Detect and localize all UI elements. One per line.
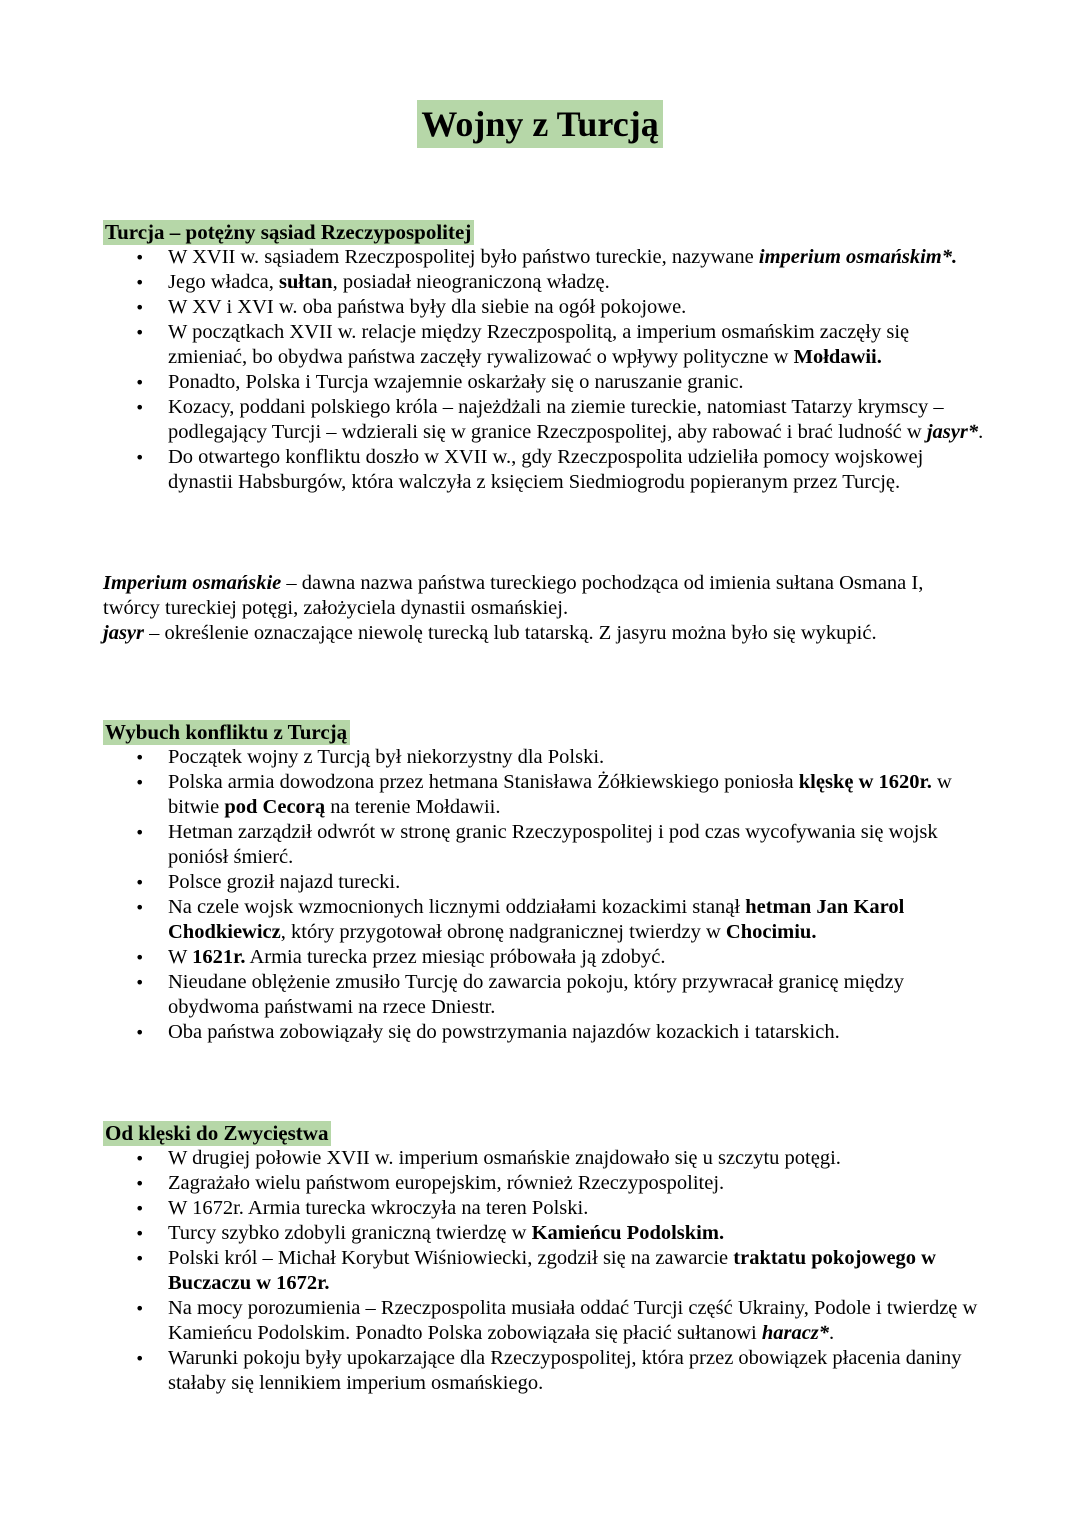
bullet-icon: •: [135, 898, 145, 917]
list-item: • Kozacy, poddani polskiego króla – najeżdżali na ziemie tureckie, natomiast Tatarzy krymscy – podlegający Turcji – wdzierali się w granice Rzeczpospolitej, aby rabować i brać ludność w jasyr*.: [135, 396, 984, 443]
page-title-text: Wojny z Turcją: [417, 100, 662, 148]
bullet-icon: •: [135, 1224, 145, 1243]
bullet-icon: •: [135, 273, 145, 292]
bullet-icon: •: [135, 323, 145, 342]
list-item: • Do otwartego konfliktu doszło w XVII w., gdy Rzeczpospolita udzieliła pomocy wojskowej dynastii Habsburgów, która walczyła z księciem Siedmiogrodu popieranym przez Turcję.: [135, 446, 924, 493]
bullet-list: [103, 245, 1003, 495]
list-item: • Warunki pokoju były upokarzające dla Rzeczypospolitej, która przez obowiązek płacenia daniny stałaby się lennikiem imperium osmańskiego.: [135, 1347, 962, 1394]
list-item: • Nieudane oblężenie zmusiło Turcję do zawarcia pokoju, który przywracał granicę między obydwoma państwami na rzece Dniestr.: [135, 971, 905, 1018]
bullet-icon: •: [135, 748, 145, 767]
list-item: • Zagrażało wielu państwom europejskim, również Rzeczypospolitej.: [135, 1172, 725, 1194]
page-title: [0, 100, 1080, 148]
bullet-list: [103, 1146, 1003, 1396]
definitions: [103, 571, 1003, 646]
bullet-icon: •: [135, 773, 145, 792]
bullet-icon: •: [135, 948, 145, 967]
list-item: • Początek wojny z Turcją był niekorzystny dla Polski.: [135, 746, 605, 768]
list-item: • W XVII w. sąsiadem Rzeczpospolitej było państwo tureckie, nazywane imperium osmańskim*.: [135, 246, 958, 268]
bullet-icon: •: [135, 1149, 145, 1168]
bullet-icon: •: [135, 448, 145, 467]
bullet-list: [103, 745, 1003, 1045]
list-item: • Turcy szybko zdobyli graniczną twierdzę w Kamieńcu Podolskim.: [135, 1222, 725, 1244]
bullet-icon: •: [135, 973, 145, 992]
list-item: • Hetman zarządził odwrót w stronę granic Rzeczypospolitej i pod czas wycofywania się wojsk poniósł śmierć.: [135, 821, 938, 868]
list-item: • W 1621r. Armia turecka przez miesiąc próbowała ją zdobyć.: [135, 946, 666, 968]
list-item: • Jego władca, sułtan, posiadał nieograniczoną władzę.: [135, 271, 610, 293]
section-od-kleski: [103, 1121, 1003, 1396]
bullet-icon: •: [135, 398, 145, 417]
list-item: • Polska armia dowodzona przez hetmana Stanisława Żółkiewskiego poniosła klęskę w 1620r. w bitwie pod Cecorą na terenie Mołdawii.: [135, 771, 952, 818]
list-item: • Na mocy porozumienia – Rzeczpospolita musiała oddać Turcji część Ukrainy, Podole i twierdzę w Kamieńcu Podolskim. Ponadto Polska zobowiązała się płacić sułtanowi haracz*.: [135, 1297, 978, 1344]
definition-imperium: Imperium osmańskie – dawna nazwa państwa tureckiego pochodząca od imienia sułtana Osmana I, twórcy tureckiej potęgi, założyciela dynastii osmańskiej.: [103, 572, 924, 619]
section-heading: Od klęski do Zwycięstwa: [103, 1121, 331, 1146]
bullet-icon: •: [135, 1299, 145, 1318]
bullet-icon: •: [135, 873, 145, 892]
list-item: • Oba państwa zobowiązały się do powstrzymania najazdów kozackich i tatarskich.: [135, 1021, 840, 1043]
bullet-icon: •: [135, 248, 145, 267]
section-heading: Wybuch konfliktu z Turcją: [103, 720, 350, 745]
bullet-icon: •: [135, 1174, 145, 1193]
list-item: • W XV i XVI w. oba państwa były dla siebie na ogół pokojowe.: [135, 296, 687, 318]
list-item: • W drugiej połowie XVII w. imperium osmańskie znajdowało się u szczytu potęgi.: [135, 1147, 841, 1169]
list-item: • Polsce groził najazd turecki.: [135, 871, 401, 893]
bullet-icon: •: [135, 298, 145, 317]
bullet-icon: •: [135, 1199, 145, 1218]
bullet-icon: •: [135, 823, 145, 842]
bullet-icon: •: [135, 1349, 145, 1368]
list-item: • Na czele wojsk wzmocnionych licznymi oddziałami kozackimi stanął hetman Jan Karol Chodkiewicz, który przygotował obronę nadgranicznej twierdzy w Chocimiu.: [135, 896, 905, 943]
list-item: • W 1672r. Armia turecka wkroczyła na teren Polski.: [135, 1197, 589, 1219]
bullet-icon: •: [135, 373, 145, 392]
list-item: • Ponadto, Polska i Turcja wzajemnie oskarżały się o naruszanie granic.: [135, 371, 744, 393]
bullet-icon: •: [135, 1249, 145, 1268]
list-item: • W początkach XVII w. relacje między Rzeczpospolitą, a imperium osmańskim zaczęły się zmieniać, bo obydwa państwa zaczęły rywalizować o wpływy polityczne w Mołdawii.: [135, 321, 910, 368]
bullet-icon: •: [135, 1023, 145, 1042]
section-wybuch-konfliktu: [103, 720, 1003, 1045]
section-heading: Turcja – potężny sąsiad Rzeczypospolitej: [103, 220, 474, 245]
section-turcja-sasiad: [103, 220, 1003, 495]
definition-jasyr: jasyr – określenie oznaczające niewolę turecką lub tatarską. Z jasyru można było się wykupić.: [103, 622, 877, 644]
list-item: • Polski król – Michał Korybut Wiśniowiecki, zgodził się na zawarcie traktatu pokojowego w Buczaczu w 1672r.: [135, 1247, 936, 1294]
